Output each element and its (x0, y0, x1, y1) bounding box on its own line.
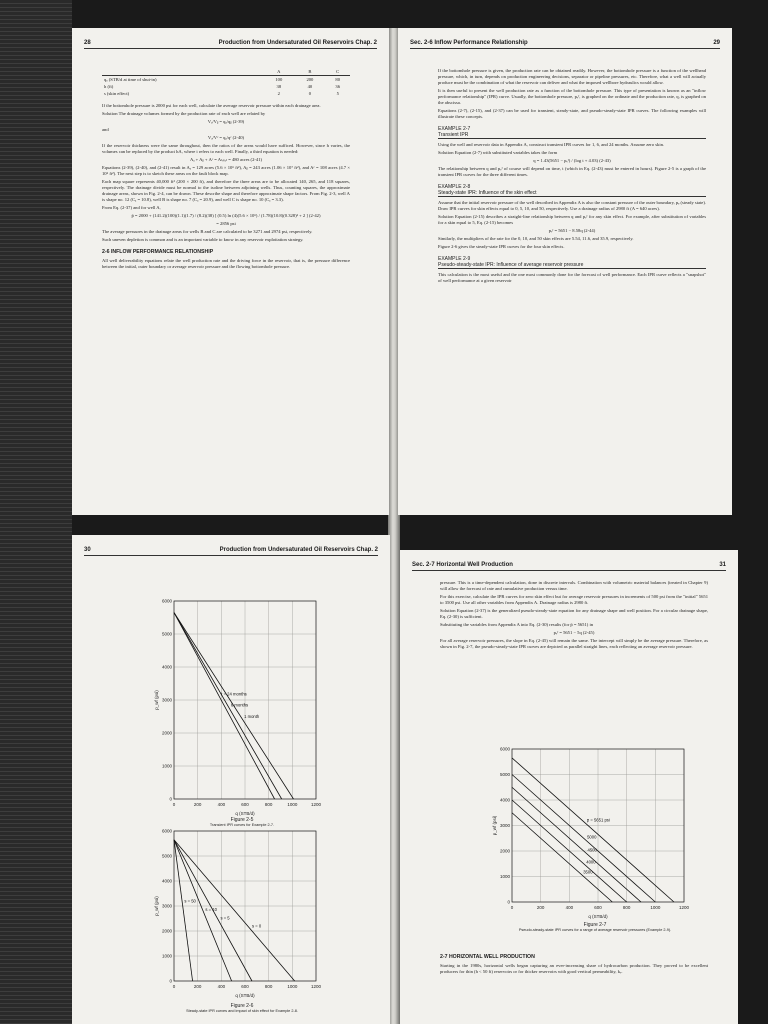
y-axis-label: p_wf (psi) (154, 690, 159, 710)
page-header (410, 40, 720, 49)
paragraph: If the reservoir thickness were the same throughout, then the ratios of the areas would have sufficed. However, since h varies, the volumes can be replaced by the product hA, where i refers to each well. Finally, a third equation is needed: (102, 143, 350, 154)
figure-2-5-caption (142, 817, 342, 827)
page-header (84, 547, 378, 556)
paragraph: Such uneven depletion is common and is an important variable to know in any reservoir exploitation strategy. (102, 237, 304, 242)
caption-text: Steady-state IPR curves and impact of skin effect for Example 2-8. (186, 1009, 298, 1013)
series-line (512, 775, 655, 903)
equation-2-45: pᵥᶠ = 5651 − 5q (2-45) (553, 630, 595, 635)
x-tick-label: 1000 (650, 905, 661, 910)
page-31-body-top (440, 580, 708, 652)
y-tick-label: 6000 (499, 746, 510, 752)
page-number: 30 (84, 547, 91, 553)
y-axis-label: p_wf (psi) (154, 896, 159, 916)
series-line (512, 787, 641, 902)
example-title: Steady-state IPR: Influence of the skin effect (438, 190, 706, 197)
series-label: s = 10 (205, 906, 217, 912)
y-tick-label: 4000 (161, 878, 172, 884)
x-tick-label: 200 (193, 802, 202, 807)
paragraph: Using the well and reservoir data in Appendix A, construct transient IPR curves for 1, 6, and 24 months. Assume zero skin. (438, 142, 665, 147)
series-label: s = 5 (220, 915, 230, 921)
paragraph: Equations (2-7), (2-15), and (2-37) can be used for transient, steady-state, and pseudo-steady-state IPR curves. The following examples will illustrate these concepts. (438, 108, 706, 119)
y-tick-label: 2000 (161, 928, 172, 934)
series-label: s = 0 (252, 923, 262, 929)
y-tick-label: 1000 (161, 763, 172, 769)
figure-2-7-chart (490, 745, 690, 920)
table-row: h (ft) 38 40 36 (104, 83, 341, 89)
well-data-table (102, 68, 350, 97)
series-label: t = 24 months (221, 691, 247, 697)
solution-line: Solution Equation (2-15) describes a straight-line relationship between q and pᵥᶠ for any skin effect. For example, after substitution of variables for a skin equal to 5, Eq. (2-15) becomes (438, 214, 706, 225)
x-tick-label: 600 (594, 905, 602, 910)
series-line (174, 613, 294, 799)
equation-2-39: Vₐ/Vᵦ = qₐ/qᵦ (2-39) (207, 119, 245, 124)
x-tick-label: 800 (264, 802, 273, 807)
caption-title: Figure 2-5 (230, 817, 254, 823)
series-label: 1 month (244, 713, 260, 719)
paragraph: Each map square represents 40,000 ft² (200 × 200 ft), and therefore the three areas are to be allocated 140, 265, and 118 squares, respectively. The drainage divide must be normal to the isoline between adjoining wells. Thus, counting squares, the approximate drainage areas, shown in Fig. 2-4, can be drawn. These describe shape and therefore approximate shape factors. From Fig. 2-3, well A is shape no. 12 (Cₐ = 10.8), well B is shape no. 7 (Cₐ = 20.9), and well C is shape no. 10 (Cₐ = 3.3). (102, 179, 350, 202)
page-header (412, 562, 726, 571)
example-2-8 (438, 184, 706, 197)
equation-2-42: p̄ = 2000 + (141.2)(100)(1.1)(1.7) / (8.2)(38) [ (0.5) ln (4)(5.6 × 10⁶) / (1.78)(10.8)(0.328)² + 2 ] (2-42) (131, 213, 321, 218)
paragraph: If the bottomhole pressure is 2000 psi for each well, calculate the average reservoir pressure within each drainage area. (102, 103, 321, 108)
x-tick-label: 800 (264, 984, 273, 989)
paragraph: Solution Equation (2-37) is the generalized pseudo-steady-state equation for any drainage shape and well position. For a circular drainage shape, Eq. (2-30) is sufficient. (440, 608, 708, 619)
x-axis-label: q (STB/d) (235, 811, 255, 816)
equation-2-40: Vₐ/Vᶜ = qₐ/qᶜ (2-40) (207, 135, 245, 140)
page-30 (72, 535, 390, 1024)
x-tick-label: 0 (172, 984, 176, 989)
y-tick-label: 5000 (499, 772, 510, 777)
x-tick-label: 400 (217, 802, 226, 807)
x-tick-label: 800 (622, 905, 631, 910)
paragraph: This calculation is the most useful and the one most commonly done for the forecast of well performance. Each IPR curve reflects a "snapshot" of well performance at a given reservoir (438, 272, 706, 283)
section-heading: 2-7 HORIZONTAL WELL PRODUCTION (440, 954, 535, 960)
x-tick-label: 600 (241, 984, 249, 989)
x-tick-label: 0 (172, 802, 176, 807)
page-29-body (438, 68, 706, 286)
caption-title: Figure 2-7 (583, 922, 607, 928)
page-number: 31 (719, 562, 726, 568)
x-tick-label: 200 (193, 984, 202, 989)
equation-2-44: pᵥᶠ = 5651 − 8.58q (2-44) (548, 228, 596, 233)
page-31 (400, 550, 738, 1024)
y-tick-label: 1000 (161, 953, 172, 959)
y-tick-label: 2000 (499, 848, 510, 854)
caption-title: Figure 2-6 (230, 1003, 254, 1009)
series-label: 3500 (583, 869, 593, 875)
page-number: 29 (713, 40, 720, 46)
x-axis-label: q (STB/d) (235, 993, 255, 998)
paragraph: It is then useful to present the well production rate as a function of the bottomhole pressure. This type of presentation is known as an "inflow performance relationship" (IPR) curve. Usually, the bottomhole pressure, pᵥᶠ, is graphed on the ordinate and the production rate, q, is graphed on the abscissa. (438, 88, 706, 105)
series-label: 4500 (587, 847, 597, 853)
paragraph: For this exercise, calculate the IPR curves for zero skin effect but for average reservoir pressures in increments of 500 psi from the "initial" 5651 to 3500 psi. Use all other variables from Appendix A. Drainage radius is 2980 ft. (440, 594, 708, 605)
example-2-7 (438, 126, 706, 139)
x-tick-label: 1000 (287, 802, 298, 807)
y-tick-label: 3000 (161, 903, 172, 909)
example-title: Pseudo-steady-state IPR: Influence of average reservoir pressure (438, 262, 706, 269)
series-label: p̄ = 5651 psi (586, 817, 610, 823)
solution-line: Solution The drainage volumes formed by the production rate of each well are related by (102, 111, 266, 116)
running-head: Sec. 2-6 Inflow Performance Relationship (410, 40, 528, 46)
caption-text: Transient IPR curves for Example 2-7. (209, 823, 275, 827)
paragraph: All well deliverability equations relate the well production rate and the driving force in the reservoir, that is, the pressure difference between the initial, outer boundary or average reservoir pressure and the flowing bottomhole pressure. (102, 258, 350, 269)
y-tick-label: 1000 (499, 874, 510, 879)
series-label: 5000 (587, 834, 597, 840)
figure-2-6-caption (132, 1003, 352, 1013)
paragraph: Equations (2-39), (2-40), and (2-41) result in Aₐ = 129 acres (5.6 × 10⁶ ft²), Aᵦ = 243 acres (1.06 × 10⁷ ft²), and Aᶜ = 108 acres (4.7 × 10⁶ ft²). The next step is to sketch these areas on the fault block map. (102, 165, 350, 176)
page-29 (398, 28, 732, 515)
y-tick-label: 6000 (161, 598, 172, 604)
table-header-row: A B C (102, 68, 350, 76)
x-tick-label: 1000 (287, 984, 298, 989)
paragraph: Similarly, the multipliers of the rate for the 0, 10, and 50 skin effects are 5.54, 11.6, and 35.9, respectively. (438, 236, 634, 241)
y-tick-label: 6000 (161, 828, 172, 834)
example-2-9 (438, 256, 706, 269)
x-tick-label: 400 (217, 984, 226, 989)
running-head: Production from Undersaturated Oil Reservoirs Chap. 2 (218, 40, 377, 46)
book-edge-left (0, 0, 72, 1024)
example-title: Transient IPR (438, 132, 706, 139)
y-axis-label: p_wf (psi) (492, 815, 497, 836)
y-tick-label: 0 (169, 978, 172, 984)
paragraph: For all average reservoir pressures, the slope in Eq. (2-45) will remain the same. The intercept will simply be the average pressure. Therefore, as shown in Fig. 2-7, the pseudo-steady-state IPR curves are depicted as parallel straight lines, each reflecting an average reservoir pressure. (440, 638, 708, 649)
equation-result: = 2856 psi (216, 221, 236, 226)
y-tick-label: 3000 (499, 823, 510, 828)
series-line (174, 840, 295, 981)
y-tick-label: 3000 (161, 697, 172, 703)
y-tick-label: 4000 (499, 797, 510, 803)
equation-2-43: q = 1.43(5651 − pᵥᶠ) / (log t + 4.03) (2-43) (533, 158, 611, 163)
x-tick-label: 400 (565, 905, 574, 910)
x-tick-label: 1200 (678, 905, 690, 910)
y-tick-label: 2000 (161, 730, 172, 736)
x-tick-label: 200 (536, 905, 545, 910)
running-head: Production from Undersaturated Oil Reservoirs Chap. 2 (219, 547, 378, 553)
page-31-body-bottom (440, 948, 708, 977)
example-label: EXAMPLE 2-8 (438, 184, 471, 190)
series-label: s = 50 (184, 898, 196, 904)
paragraph: The average pressures in the drainage areas for wells B and C are calculated to be 3271 and 2974 psi, respectively. (102, 229, 313, 234)
series-label: 6 months (230, 702, 249, 708)
x-tick-label: 1200 (310, 984, 322, 989)
figure-2-5-chart (152, 597, 322, 817)
series-line (512, 758, 674, 902)
solution-line: Solution Equation (2-7) with substituted variables takes the form (438, 150, 558, 155)
y-tick-label: 0 (507, 899, 510, 905)
section-heading: 2-6 INFLOW PERFORMANCE RELATIONSHIP (102, 249, 214, 255)
series-label: 4000 (586, 859, 596, 865)
example-label: EXAMPLE 2-9 (438, 256, 471, 262)
running-head: Sec. 2-7 Horizontal Well Production (412, 562, 513, 568)
table-row: qₒ (STB/d at time of shut-in) 100 200 80 (104, 76, 341, 82)
example-label: EXAMPLE 2-7 (438, 126, 471, 132)
series-line (174, 840, 232, 981)
x-tick-label: 600 (241, 802, 249, 807)
table-row: s (skin effect) 2 0 5 (104, 90, 339, 96)
y-tick-label: 5000 (161, 853, 172, 859)
x-axis-label: q (STB/d) (588, 914, 608, 919)
x-tick-label: 0 (510, 905, 514, 910)
y-tick-label: 5000 (161, 631, 172, 637)
series-line (174, 613, 275, 799)
series-line (174, 840, 252, 981)
series-line (174, 840, 193, 981)
y-tick-label: 0 (169, 796, 172, 802)
page-number: 28 (84, 40, 91, 46)
x-tick-label: 1200 (310, 802, 322, 807)
equation-2-41: Aₐ + Aᵦ + Aᶜ = Aₜₒₜₐₗ = 480 acres (2-41) (189, 157, 263, 162)
page-header (84, 40, 377, 49)
caption-text: Pseudo-steady-state IPR curves for a range of average reservoir pressures (Example 2-9). (518, 928, 672, 932)
paragraph: and (102, 127, 109, 132)
paragraph: From Eq. (2-37) and for well A, (102, 205, 161, 210)
paragraph: If the bottomhole pressure is given, the production rate can be obtained readily. However, the bottomhole pressure is a function of the wellhead pressure, which, in turn, depends on production engineering decisions, separator or pipeline pressures, etc. Therefore, what a well will actually produce must be the combination of what the reservoir can deliver and what the imposed wellbore hydraulics would allow. (438, 68, 706, 85)
y-tick-label: 4000 (161, 664, 172, 670)
series-line (512, 813, 612, 902)
paragraph: The relationship between q and pᵥᶠ of course will depend on time, t (which in Eq. (2-43) must be entered in hours). Figure 2-5 is a graph of the transient IPR curves for the three different times. (438, 166, 706, 177)
figure-2-7-caption (480, 922, 710, 932)
paragraph: Assume that the initial reservoir pressure of the well described in Appendix A is also the constant pressure of the outer boundary, pₑ (steady state). Draw IPR curves for skin effects equal to 0, 5, 10, and 50, respectively. Use a drainage radius of 2980 ft (A = 640 acres). (438, 200, 707, 211)
paragraph: pressure. This is a time-dependent calculation, done in discrete intervals. Combination with volumetric material balances (treated in Chapter 9) will allow the forecast of rate and cumulative production versus time. (440, 580, 708, 591)
figure-2-6-chart (152, 827, 322, 999)
page-28-body (102, 68, 350, 272)
page-28 (72, 28, 389, 515)
paragraph: Figure 2-6 gives the steady-state IPR curves for the four skin effects. (438, 244, 565, 249)
series-line (174, 613, 282, 799)
paragraph: Starting in the 1980s, horizontal wells began capturing an ever-increasing share of hydrocarbon production. They proved to be excellent producers for thin (h < 50 ft) reservoirs or for thicker reservoirs with good vertical permeability, kᵥ. (440, 963, 708, 974)
paragraph: Substituting the variables from Appendix A into Eq. (2-30) results (for p̄ = 5651) in (440, 622, 594, 627)
